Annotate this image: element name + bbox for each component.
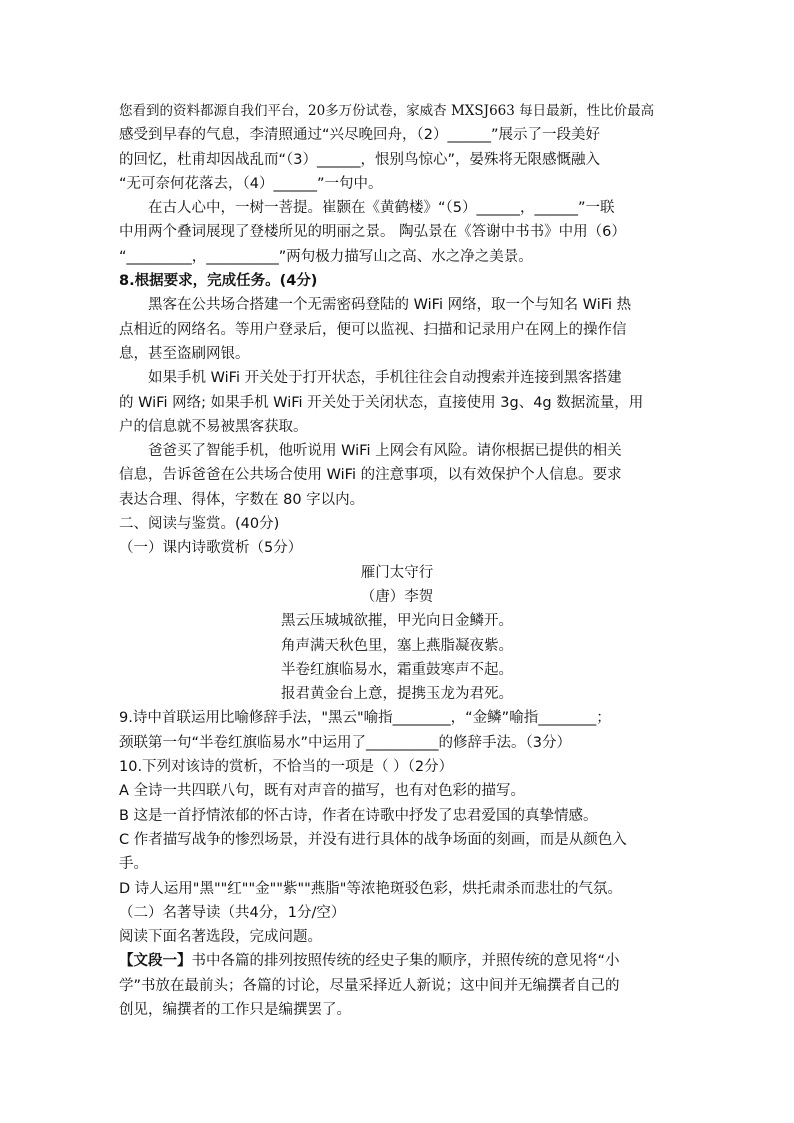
text-line: 颈联第一句“半卷红旗临易水”中运用了__________的修辞手法。（3分） [119, 734, 571, 751]
poem-line: 角声满天秋色里，塞上燕脂凝夜紫。 [281, 637, 513, 654]
subsection-2-title: （二）名著导读（共4分，1分/空） [119, 904, 346, 921]
option-d: D 诗人运用"黑""红""金""紫""燕脂"等浓艳斑驳色彩，烘托肃杀而悲壮的气氛。 [119, 880, 622, 897]
text-line: 中用两个叠词展现了登楼所见的明丽之景。 陶弘景在《答谢中书书》中用（6） [119, 224, 626, 241]
option-a: A 全诗一共四联八句，既有对声音的描写，也有对色彩的描写。 [119, 783, 526, 800]
text-line: 信息，告诉爸爸在公共场合使用 WiFi 的注意事项，以有效保护个人信息。要求 [119, 467, 622, 484]
text-line: 的 WiFi 网络; 如果手机 WiFi 开关处于关闭状态，直接使用 3g、4g 数据流量，用 [119, 394, 644, 411]
text-line: 学”书放在最前头；各篇的讨论，尽量采择近人新说；这中间并无编撰者自己的 [119, 977, 620, 994]
question-10 [119, 755, 675, 901]
fill-blank-paragraph-2 [119, 196, 675, 269]
text-line [119, 949, 675, 973]
text-line: 点相近的网络名。等用户登录后，便可以监视、扫描和记录用户在网上的操作信 [119, 321, 627, 338]
passage-text: 书中各篇的排列按照传统的经史子集的顺序，并照传统的意见将“小 [191, 953, 620, 970]
section-2-subsection-1-title: （一）课内诗歌赏析（5分） [119, 540, 303, 557]
text-line: 如果手机 WiFi 开关处于打开状态，手机往往会自动搜索并连接到黑客搭建 [148, 370, 622, 387]
poem [119, 561, 675, 707]
section-2-title: 二、阅读与鉴赏。(40分) [119, 516, 280, 533]
option-b: B 这是一首抒情浓郁的怀古诗，作者在诗歌中抒发了忠君爱国的真挚情感。 [119, 807, 598, 824]
fill-blank-paragraph-1 [119, 123, 675, 196]
document-page [119, 99, 675, 1022]
text-line: 表达合理、得体，字数在 80 字以内。 [119, 491, 365, 508]
question-8-paragraph-1 [119, 293, 675, 366]
text-line: 户的信息就不易被黑客获取。 [119, 418, 308, 435]
text-line: 9.诗中首联运用比喻修辞手法，"黑云"喻指________，“金鳞”喻指________； [119, 710, 611, 727]
watermark-text: 您看到的资料都源自我们平台，20多万份试卷，家威杏 MXSJ663 每日最新，性比价最高 [119, 103, 655, 119]
poem-title: 雁门太守行 [360, 564, 434, 581]
option-c: C 作者描写战争的惨烈场景，并没有进行具体的战争场面的刻画，而是从颜色入 [119, 831, 627, 848]
text-line: “无可奈何花落去，（4）______”一句中。 [119, 175, 383, 192]
text-line: 的回忆，杜甫却因战乱而“（3）______，恨别鸟惊心”，晏殊将无限感慨融入 [119, 151, 600, 168]
text-line: 创见，编撰者的工作只是编撰罢了。 [119, 1001, 351, 1018]
poem-line: 半卷红旗临易水，霜重鼓寒声不起。 [281, 661, 513, 678]
poem-author: （唐）李贺 [360, 588, 434, 605]
question-8-paragraph-2 [119, 366, 675, 439]
question-8-paragraph-3 [119, 439, 675, 512]
text-line: 感受到早春的气息，李清照通过“兴尽晚回舟，（2）______”展示了一段美好 [119, 127, 600, 144]
question-9 [119, 706, 675, 755]
passage-label: 【文段一】 [119, 953, 192, 970]
text-line: “_________，__________”两句极力描写山之高、水之净之美景。 [119, 248, 533, 265]
text-line: 在古人心中，一树一菩提。崔颢在《黄鹤楼》“（5）______，______”一联 [148, 200, 615, 217]
option-c-continued: 手。 [119, 856, 148, 873]
question-8-title: 8.根据要求，完成任务。(4分) [119, 273, 318, 290]
poem-line: 黑云压城城欲摧，甲光向日金鳞开。 [281, 613, 513, 630]
text-line: 息，甚至盗刷网银。 [119, 345, 250, 362]
passage-1 [119, 949, 675, 1022]
subsection-2-instruction: 阅读下面名著选段，完成问题。 [119, 929, 322, 946]
question-10-title: 10.下列对该诗的赏析，不恰当的一项是（ ）（2分） [119, 759, 454, 776]
text-line: 爸爸买了智能手机，他听说用 WiFi 上网会有风险。请你根据已提供的相关 [148, 443, 622, 460]
poem-line: 报君黄金台上意，提携玉龙为君死。 [281, 686, 513, 703]
text-line: 黑客在公共场合搭建一个无需密码登陆的 WiFi 网络，取一个与知名 WiFi 热 [148, 297, 632, 314]
